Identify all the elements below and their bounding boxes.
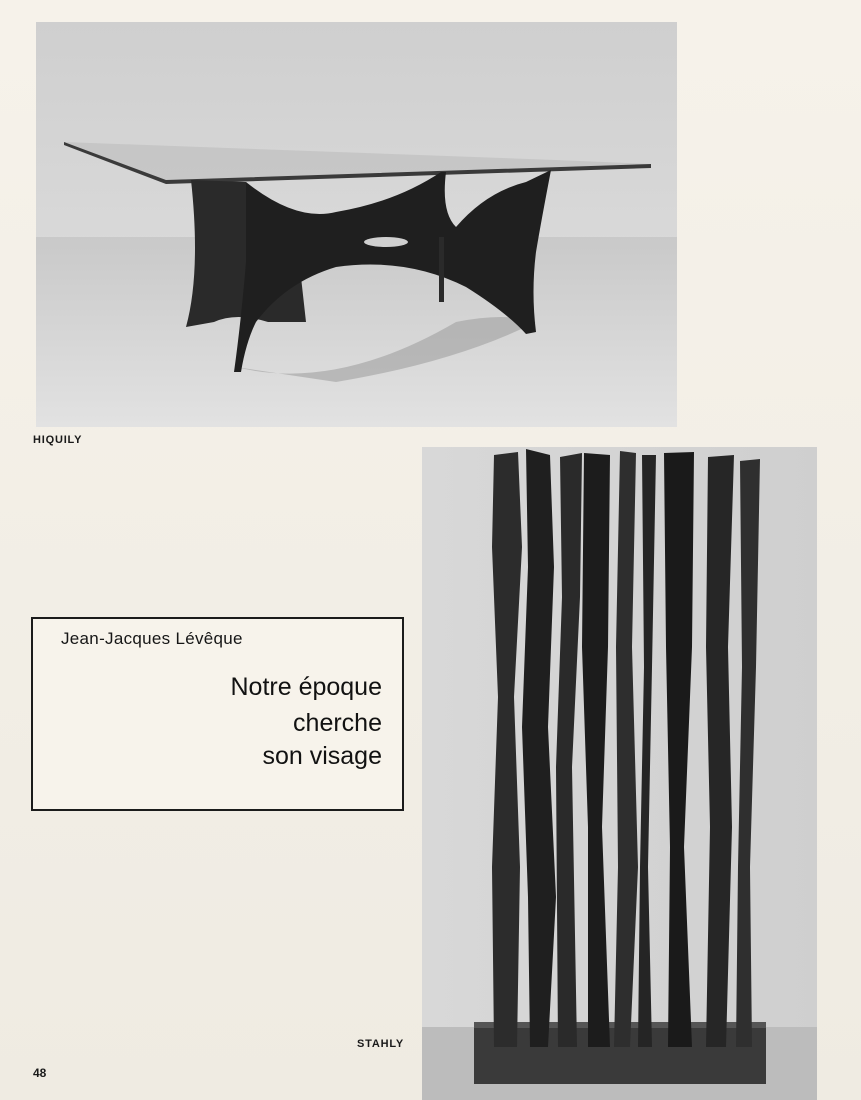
article-title-line: son visage: [262, 742, 382, 770]
photo-caption-top: HIQUILY: [33, 434, 83, 446]
page-number: 48: [33, 1066, 47, 1080]
table-photo-image: [36, 22, 677, 427]
article-title-line: Notre époque: [230, 673, 382, 701]
sculpture-photo-image: [422, 447, 817, 1100]
photo-caption-right: STAHLY: [357, 1038, 404, 1050]
article-title-line: cherche: [293, 709, 382, 737]
table-photo: [36, 22, 677, 427]
article-author: Jean-Jacques Lévêque: [61, 629, 243, 648]
article-title-box: [31, 617, 404, 811]
sculpture-photo: [422, 447, 817, 1100]
